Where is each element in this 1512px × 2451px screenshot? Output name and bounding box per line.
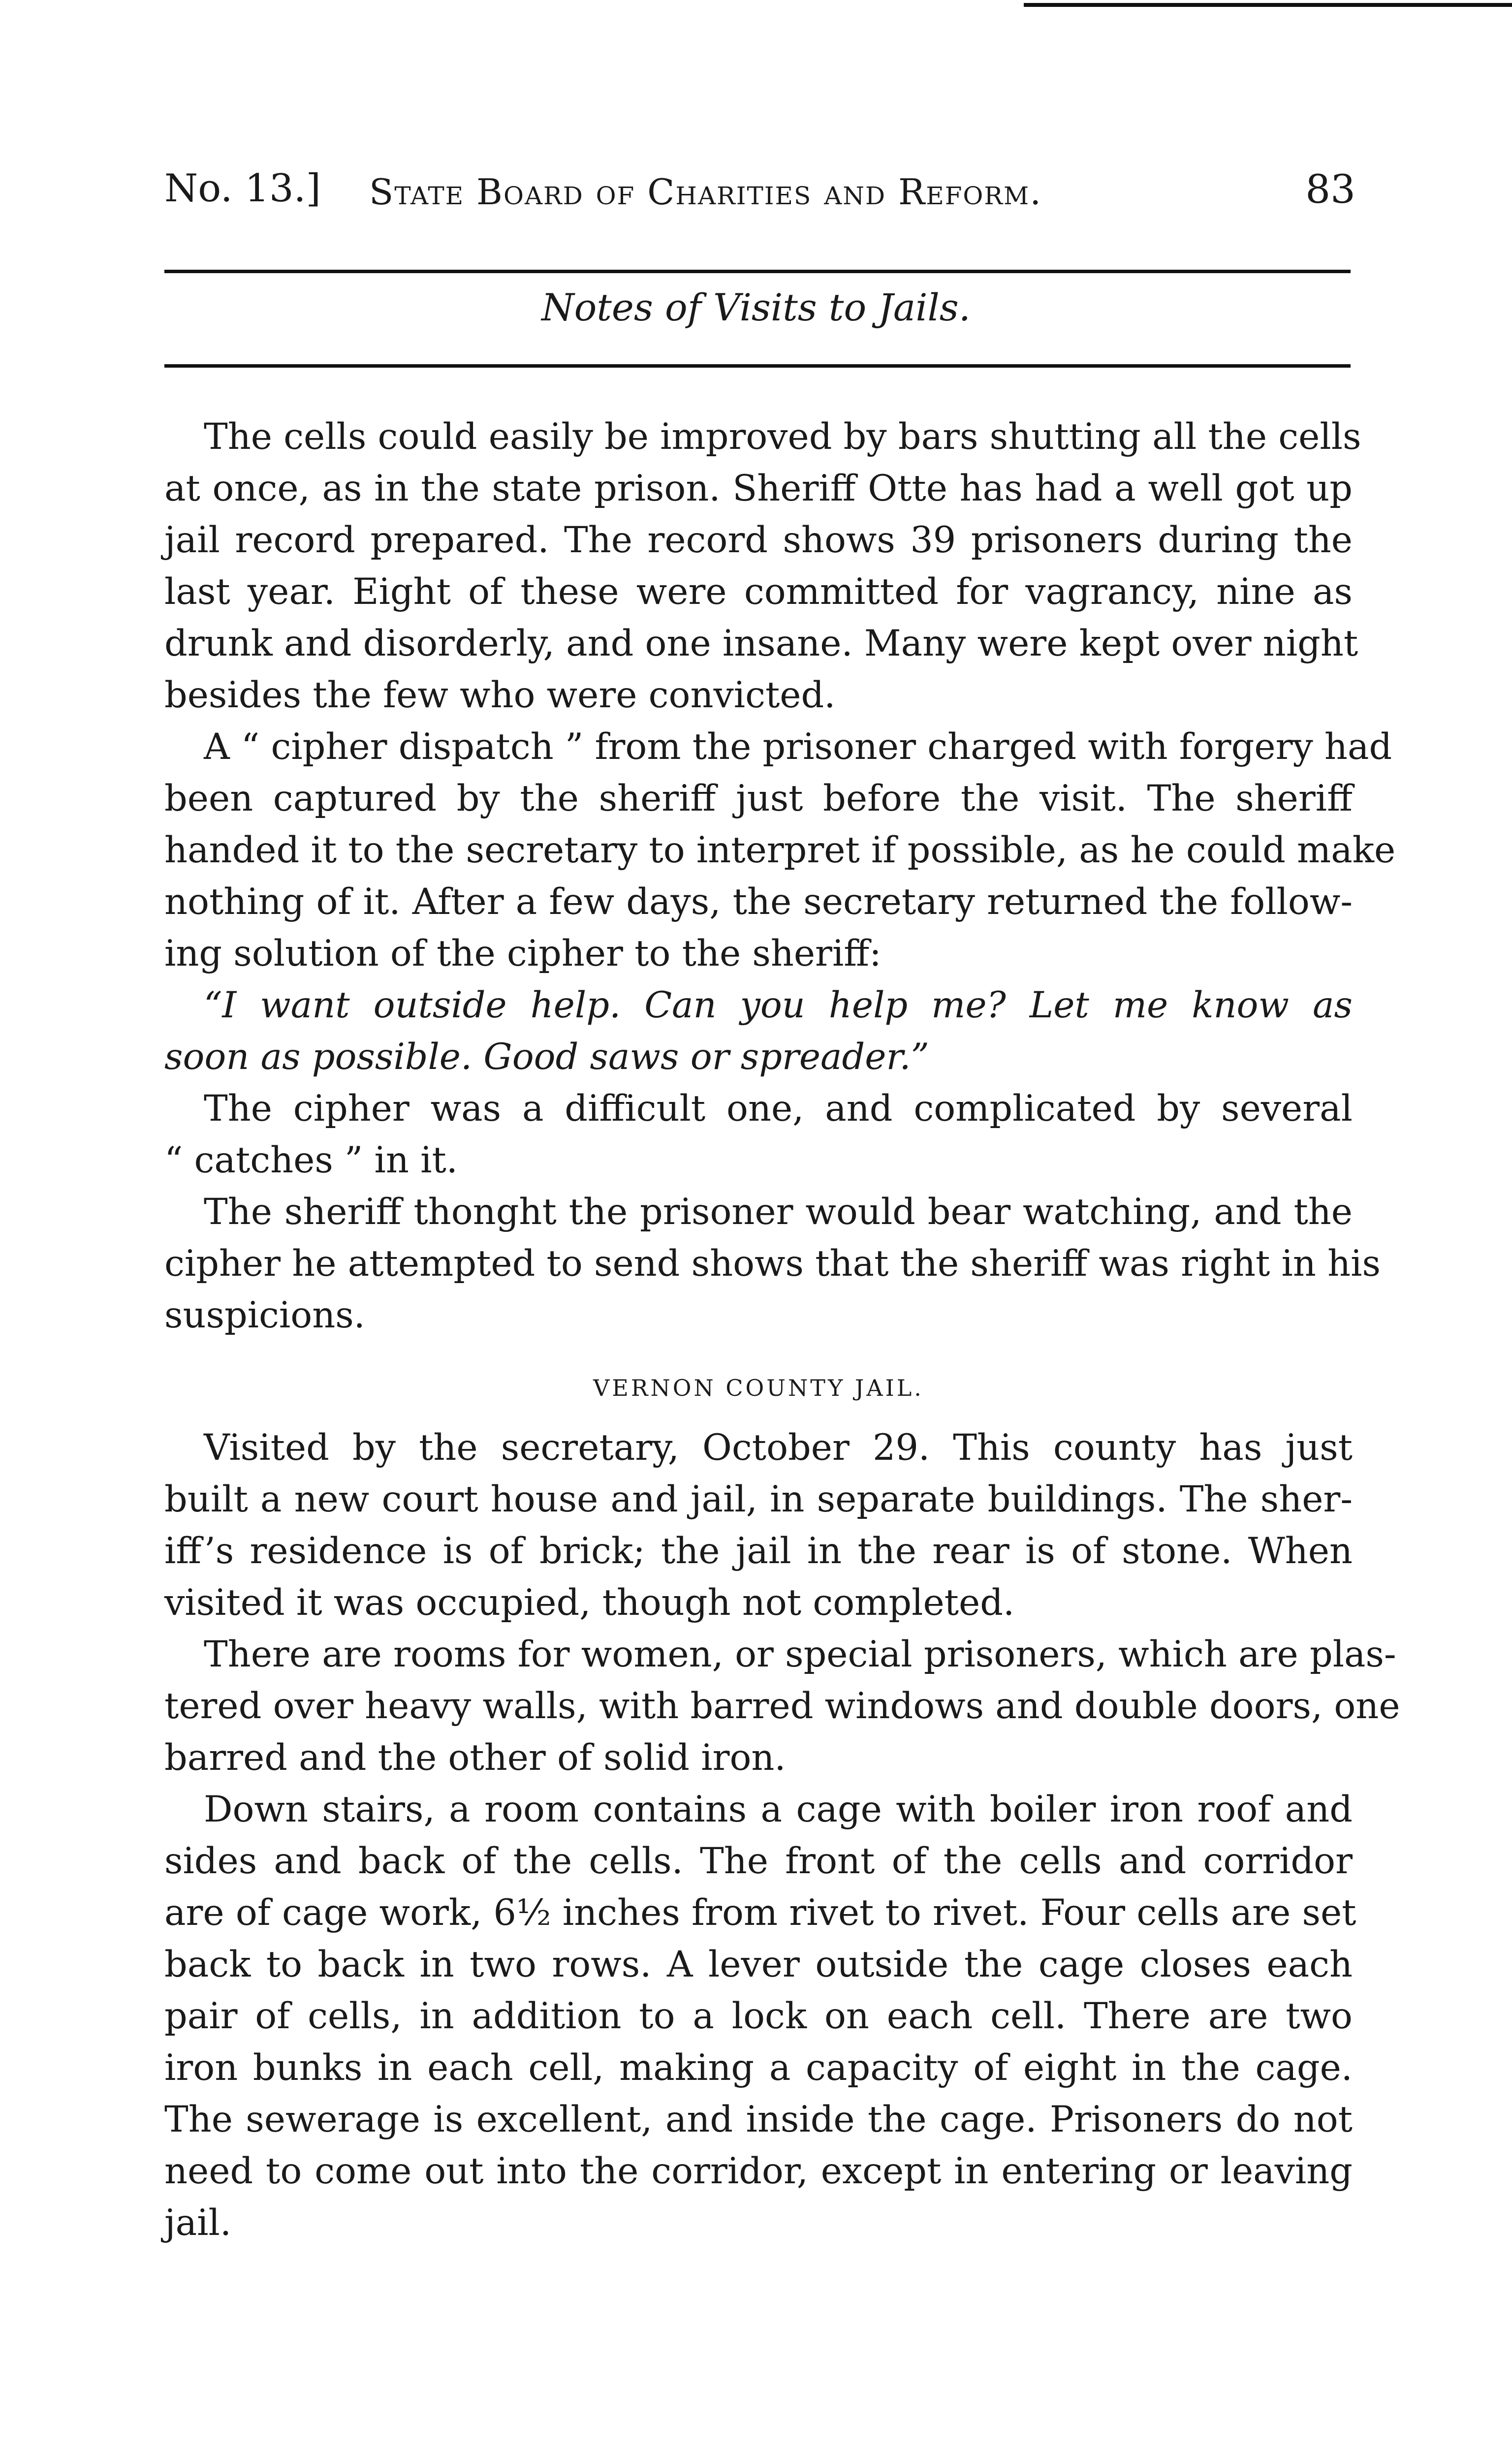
text-line: are of cage work, 6½ inches from rivet to rivet. Four cells are set bbox=[164, 1892, 1356, 1934]
quoted-cipher-line: soon as possible. Good saws or spreader.” bbox=[164, 1036, 929, 1078]
header-rule bbox=[164, 270, 1351, 273]
text-line: There are rooms for women, or special prisoners, which are plas- bbox=[204, 1634, 1396, 1675]
text-line: drunk and disorderly, and one insane. Many were kept over night bbox=[164, 623, 1358, 664]
running-title: State Board of Charities and Reform. bbox=[369, 171, 1042, 213]
text-line: nothing of it. After a few days, the secretary returned the follow- bbox=[164, 881, 1353, 923]
text-line: iron bunks in each cell, making a capacity of eight in the cage. bbox=[164, 2047, 1353, 2089]
text-line: sides and back of the cells. The front of the cells and corridor bbox=[164, 1840, 1353, 1882]
subtitle-rule bbox=[164, 364, 1351, 368]
text-line: Down stairs, a room contains a cage with boiler iron roof and bbox=[204, 1789, 1353, 1830]
text-line: at once, as in the state prison. Sheriff Otte has had a well got up bbox=[164, 468, 1353, 509]
text-line: cipher he attempted to send shows that the sheriff was right in his bbox=[164, 1243, 1381, 1285]
text-line: pair of cells, in addition to a lock on each cell. There are two bbox=[164, 1995, 1353, 2037]
text-line: built a new court house and jail, in separate buildings. The sher- bbox=[164, 1478, 1353, 1520]
page-number: 83 bbox=[1305, 166, 1355, 212]
text-line: jail. bbox=[164, 2202, 232, 2244]
text-line: suspicions. bbox=[164, 1294, 365, 1336]
text-line: visited it was occupied, though not completed. bbox=[164, 1582, 1015, 1624]
text-line: handed it to the secretary to interpret if possible, as he could make bbox=[164, 829, 1396, 871]
text-line: back to back in two rows. A lever outside the cage closes each bbox=[164, 1944, 1353, 1985]
text-line: A “ cipher dispatch ” from the prisoner charged with forgery had bbox=[204, 726, 1392, 768]
text-line: The sewerage is excellent, and inside the cage. Prisoners do not bbox=[164, 2099, 1353, 2140]
text-line: last year. Eight of these were committed for vagrancy, nine as bbox=[164, 571, 1353, 613]
text-line: “ catches ” in it. bbox=[164, 1139, 458, 1181]
section-subtitle: Notes of Visits to Jails. bbox=[541, 285, 971, 329]
text-line: The sheriff thonght the prisoner would bear watching, and the bbox=[204, 1191, 1353, 1233]
text-line: Visited by the secretary, October 29. This county has just bbox=[204, 1427, 1353, 1469]
text-line: ing solution of the cipher to the sheriff: bbox=[164, 933, 882, 974]
quoted-cipher-line: “I want outside help. Can you help me? Let me know as bbox=[204, 984, 1353, 1026]
body-text bbox=[164, 411, 1400, 2249]
text-line: iff’s residence is of brick; the jail in the rear is of stone. When bbox=[164, 1530, 1353, 1572]
text-line: The cipher was a difficult one, and complicated by several bbox=[204, 1088, 1353, 1130]
text-line: barred and the other of solid iron. bbox=[164, 1737, 786, 1779]
text-line: jail record prepared. The record shows 39 prisoners during the bbox=[164, 519, 1353, 561]
running-header bbox=[164, 166, 1355, 220]
text-line: been captured by the sheriff just before the visit. The sheriff bbox=[164, 778, 1353, 819]
text-line: tered over heavy walls, with barred windows and double doors, one bbox=[164, 1685, 1400, 1727]
top-edge-line bbox=[1024, 3, 1512, 7]
text-line: The cells could easily be improved by bars shutting all the cells bbox=[204, 416, 1361, 458]
text-line: need to come out into the corridor, except in entering or leaving bbox=[164, 2150, 1353, 2192]
text-line: besides the few who were convicted. bbox=[164, 674, 836, 716]
document-number: No. 13.] bbox=[164, 166, 321, 211]
section-heading: VERNON COUNTY JAIL. bbox=[593, 1375, 924, 1401]
